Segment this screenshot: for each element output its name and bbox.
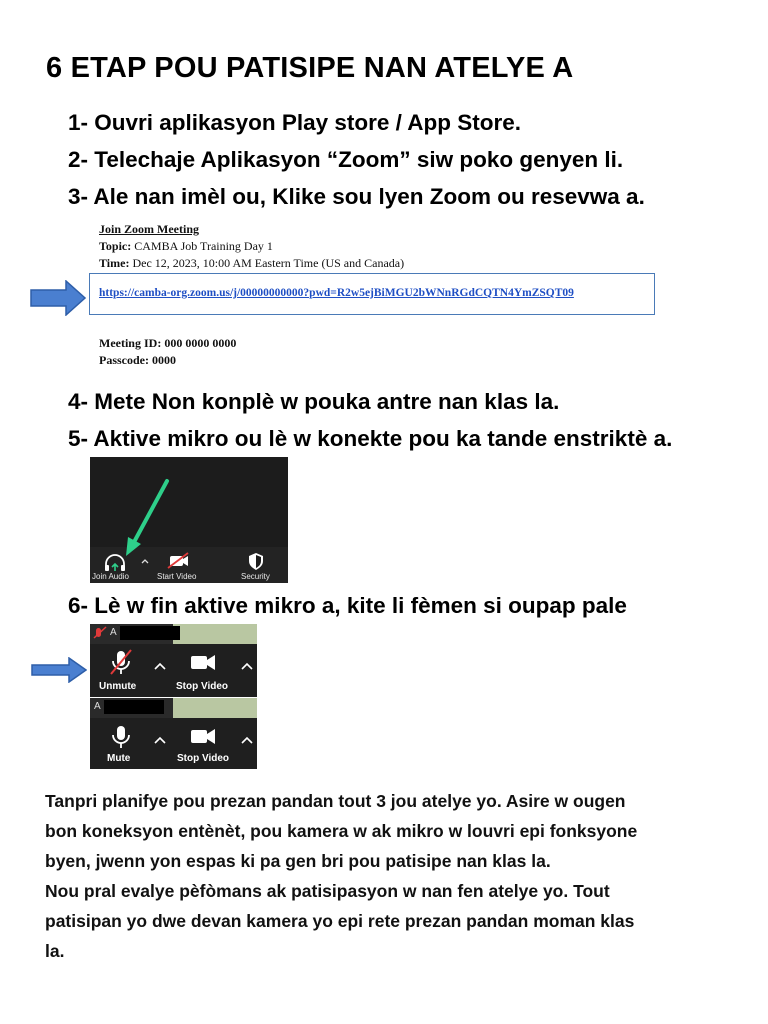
chevron-up-icon[interactable] [242,738,252,743]
chevron-up-icon[interactable] [242,664,252,669]
step-4: 4- Mete Non konplè w pouka antre nan klas la. [68,389,560,414]
meeting-details [99,335,236,369]
paragraph-line: Nou pral evalye pèfòmans ak patisipasyon w nan fen atelye yo. Tout [45,881,610,901]
zoom-link-box [89,273,655,315]
join-audio-label[interactable]: Join Audio [92,572,129,581]
paragraph-line: Tanpri planifye pou prezan pandan tout 3 jou atelye yo. Asire w ougen [45,791,626,811]
video-icon[interactable] [191,655,215,670]
paragraph-line: byen, jwenn yon espas ki pa gen bri pou patisipe nan klas la. [45,851,551,871]
mute-label[interactable]: Mute [107,753,131,764]
step-5: 5- Aktive mikro ou lè w konekte pou ka tande enstriktè a. [68,426,673,451]
participant-name: A [110,627,117,638]
headphones-icon[interactable] [105,555,125,571]
green-arrow-icon [126,481,167,556]
mic-off-icon[interactable] [111,650,131,674]
step-1: 1- Ouvri aplikasyon Play store / App Store. [68,110,522,135]
email-topic: Topic: CAMBA Job Training Day 1 [99,239,273,253]
zoom-unmute-screenshot [90,624,257,697]
video-icon[interactable] [191,729,215,744]
mic-icon[interactable] [113,726,129,748]
zoom-link[interactable]: https://camba-org.zoom.us/j/00000000000?pwd=R2w5ejBiMGU2bWNnRGdCQTN4YmZSQT09 [99,287,574,299]
mic-off-small-icon [94,627,106,638]
arrow-right-icon [30,280,86,316]
zoom-mute-screenshot [90,698,257,769]
page-title: 6 ETAP POU PATISIPE NAN ATELYE A [46,52,574,84]
passcode: Passcode: 0000 [99,353,176,367]
shield-icon[interactable] [249,553,263,570]
chevron-up-icon[interactable] [155,738,165,743]
unmute-label[interactable]: Unmute [99,681,137,692]
email-time: Time: Dec 12, 2023, 10:00 AM Eastern Time (US and Canada) [99,256,405,270]
arrow-right-icon [31,657,87,683]
chevron-up-icon[interactable] [155,664,165,669]
step-6: 6- Lè w fin aktive mikro a, kite li fèmen si oupap pale [68,593,627,618]
instructions-paragraph [45,786,735,966]
paragraph-line: la. [45,941,65,961]
zoom-email [99,221,404,272]
start-video-label[interactable]: Start Video [157,572,197,581]
participant-name: A [94,701,101,712]
zoom-toolbar-screenshot [90,457,288,583]
camera-off-icon[interactable] [168,553,188,568]
step-3: 3- Ale nan imèl ou, Klike sou lyen Zoom ou resevwa a. [68,184,645,209]
email-heading: Join Zoom Meeting [99,222,199,236]
chevron-up-icon[interactable] [142,560,148,563]
step-2: 2- Telechaje Aplikasyon “Zoom” siw poko genyen li. [68,147,624,172]
stop-video-label[interactable]: Stop Video [176,681,229,692]
paragraph-line: patisipan yo dwe devan kamera yo epi rete prezan pandan moman klas [45,911,635,931]
security-label[interactable]: Security [241,572,270,581]
stop-video-label[interactable]: Stop Video [177,753,230,764]
meeting-id: Meeting ID: 000 0000 0000 [99,336,237,350]
paragraph-line: bon koneksyon entènèt, pou kamera w ak mikro w louvri epi fonksyone [45,821,638,841]
